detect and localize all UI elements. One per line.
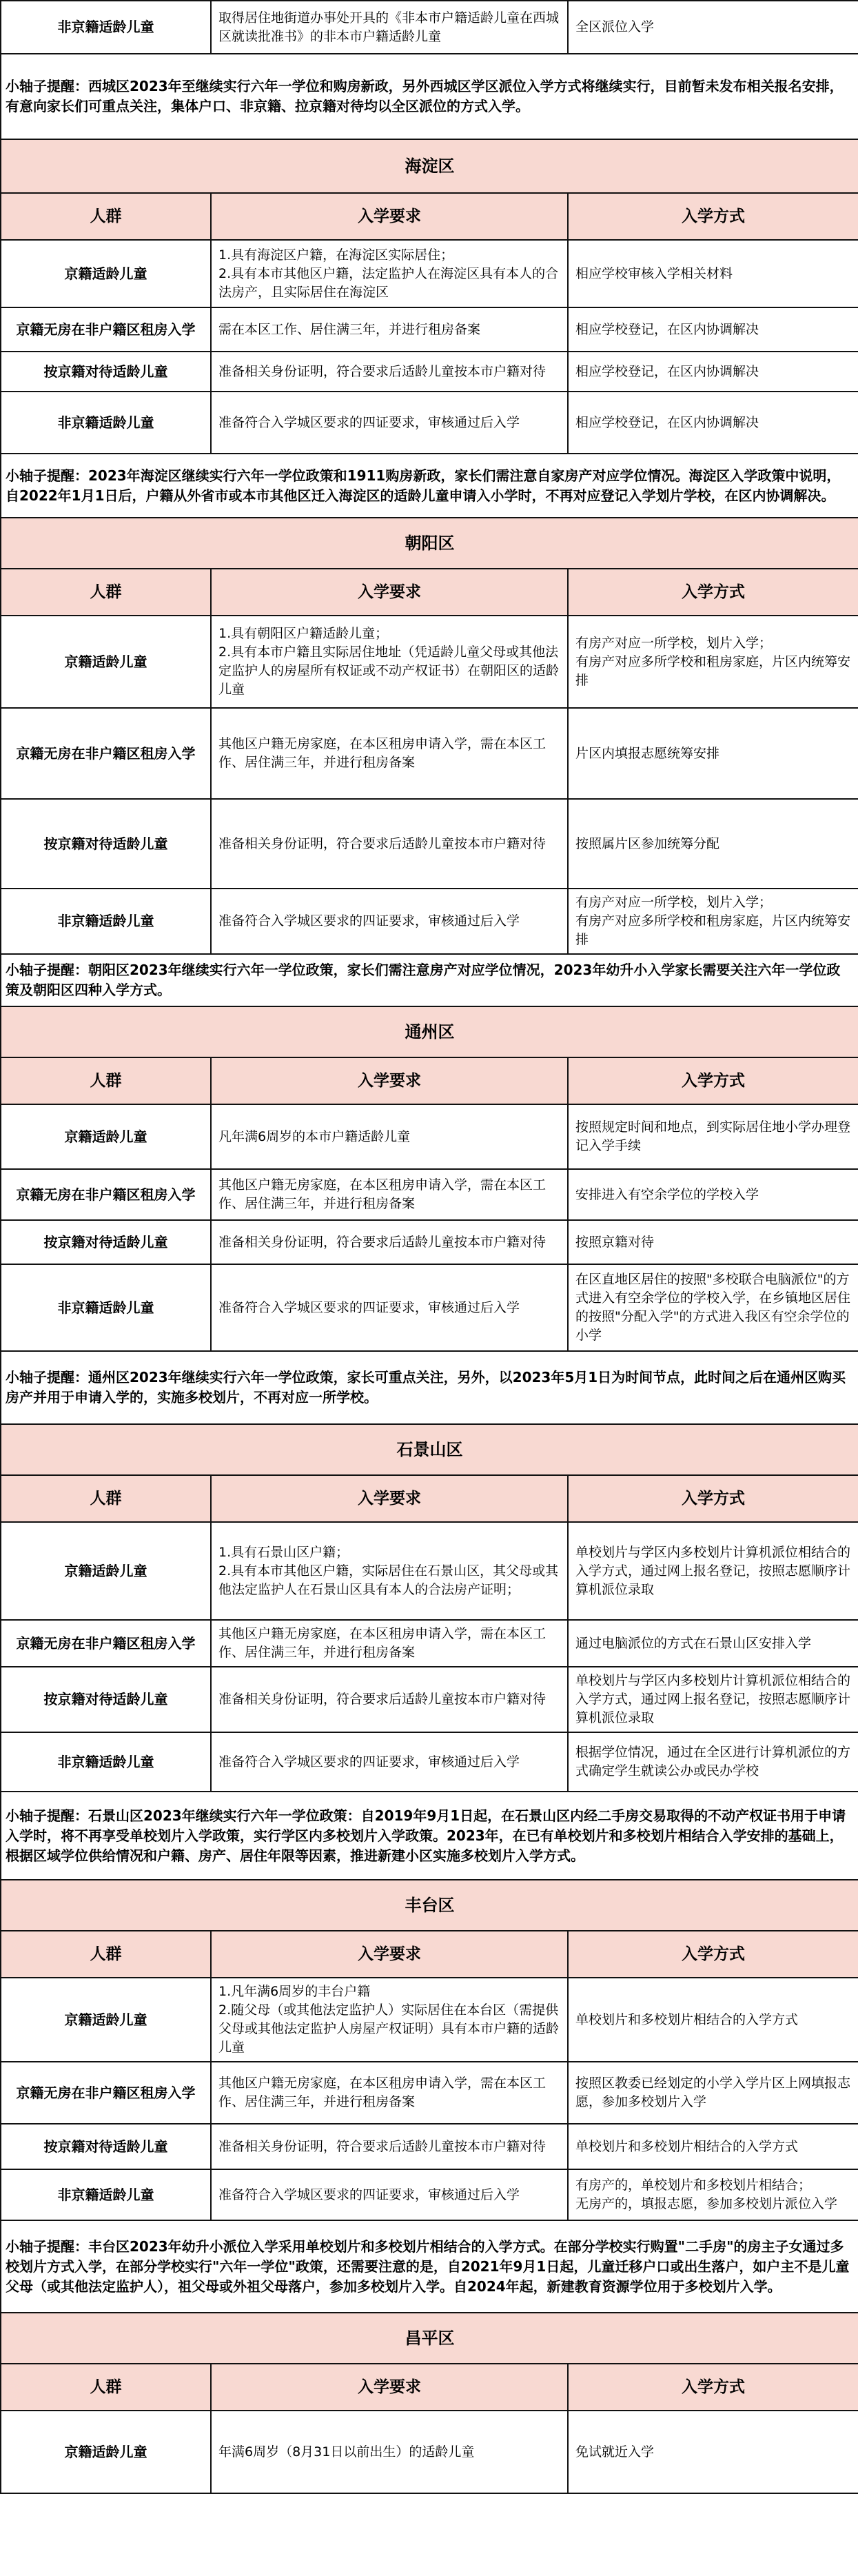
- group-cell: 非京籍适龄儿童: [1, 1264, 211, 1351]
- column-header-row: [1, 193, 858, 240]
- table-row: [1, 2169, 858, 2220]
- requirement-cell: 准备相关身份证明，符合要求后适龄儿童按本市户籍对待: [211, 1220, 568, 1264]
- table-row: [1, 1732, 858, 1792]
- section-title: 丰台区: [1, 1880, 858, 1931]
- header-requirement: 入学要求: [211, 1057, 568, 1104]
- section-title-row: [1, 518, 858, 569]
- table-row: [1, 1667, 858, 1732]
- header-group: 人群: [1, 1057, 211, 1104]
- table-row: [1, 1522, 858, 1620]
- method-cell: 安排进入有空余学位的学校入学: [568, 1169, 858, 1220]
- header-group: 人群: [1, 1475, 211, 1522]
- group-cell: 按京籍对待适龄儿童: [1, 352, 211, 392]
- requirement-cell: 准备相关身份证明，符合要求后适龄儿童按本市户籍对待: [211, 2124, 568, 2169]
- table-row: [1, 1104, 858, 1169]
- note-row: [1, 954, 858, 1006]
- header-group: 人群: [1, 193, 211, 240]
- column-header-row: [1, 1475, 858, 1522]
- group-cell: 京籍适龄儿童: [1, 616, 211, 708]
- group-cell: 非京籍适龄儿童: [1, 1, 211, 54]
- section-note: 小轴子提醒：朝阳区2023年继续实行六年一学位政策，家长们需注意房产对应学位情况，2023年幼升小入学家长需要关注六年一学位政策及朝阳区四种入学方式。: [1, 954, 858, 1006]
- requirement-cell: 需在本区工作、居住满三年，并进行租房备案: [211, 307, 568, 352]
- group-cell: 按京籍对待适龄儿童: [1, 1220, 211, 1264]
- header-requirement: 入学要求: [211, 569, 568, 616]
- group-cell: 京籍适龄儿童: [1, 1978, 211, 2062]
- method-cell: 单校划片和多校划片相结合的入学方式: [568, 1978, 858, 2062]
- note-row: [1, 454, 858, 518]
- region-sections: [1, 139, 858, 2493]
- table-row: [1, 1, 858, 54]
- requirement-cell: 准备符合入学城区要求的四证要求，审核通过后入学: [211, 1264, 568, 1351]
- note-row: [1, 1792, 858, 1880]
- section-title-row: [1, 139, 858, 193]
- note-row: [1, 2220, 858, 2313]
- requirement-cell: 准备符合入学城区要求的四证要求，审核通过后入学: [211, 392, 568, 454]
- method-cell: 单校划片与学区内多校划片计算机派位相结合的入学方式，通过网上报名登记，按照志愿顺序计算机派位录取: [568, 1667, 858, 1732]
- table-row: [1, 1264, 858, 1351]
- requirement-cell: 其他区户籍无房家庭，在本区租房申请入学，需在本区工作、居住满三年，并进行租房备案: [211, 2062, 568, 2124]
- method-cell: 相应学校登记，在区内协调解决: [568, 392, 858, 454]
- requirement-cell: 取得居住地街道办事处开具的《非本市户籍适龄儿童在西城区就读批准书》的非本市户籍适龄儿童: [211, 1, 568, 54]
- requirement-cell: 准备符合入学城区要求的四证要求，审核通过后入学: [211, 889, 568, 954]
- method-cell: 有房产对应一所学校，划片入学； 有房产对应多所学校和租房家庭，片区内统筹安排: [568, 616, 858, 708]
- group-cell: 按京籍对待适龄儿童: [1, 799, 211, 889]
- method-cell: 在区直地区居住的按照"多校联合电脑派位"的方式进入有空余学位的学校入学，在乡镇地区居住的按照"分配入学"的方式进入我区有空余学位的小学: [568, 1264, 858, 1351]
- xicheng-note: 小轴子提醒：西城区2023年至继续实行六年一学位和购房新政，另外西城区学区派位入学方式将继续实行，目前暂未发布相关报名安排，有意向家长们可重点关注，集体户口、非京籍、拉京籍对待均以全区派位的方式入学。: [1, 54, 858, 139]
- table-row: [1, 708, 858, 799]
- group-cell: 非京籍适龄儿童: [1, 2169, 211, 2220]
- method-cell: 有房产对应一所学校，划片入学； 有房产对应多所学校和租房家庭，片区内统筹安排: [568, 889, 858, 954]
- group-cell: 京籍无房在非户籍区租房入学: [1, 307, 211, 352]
- requirement-cell: 年满6周岁（8月31日以前出生）的适龄儿童: [211, 2411, 568, 2493]
- method-cell: 按照区教委已经划定的小学入学片区上网填报志愿，参加多校划片入学: [568, 2062, 858, 2124]
- header-method: 入学方式: [568, 1475, 858, 1522]
- header-requirement: 入学要求: [211, 1475, 568, 1522]
- table-row: [1, 392, 858, 454]
- method-cell: 相应学校登记，在区内协调解决: [568, 307, 858, 352]
- column-header-row: [1, 1931, 858, 1978]
- table-row: [1, 2411, 858, 2493]
- table-row: [1, 799, 858, 889]
- requirement-cell: 其他区户籍无房家庭，在本区租房申请入学，需在本区工作、居住满三年，并进行租房备案: [211, 708, 568, 799]
- requirement-cell: 准备相关身份证明，符合要求后适龄儿童按本市户籍对待: [211, 352, 568, 392]
- method-cell: 通过电脑派位的方式在石景山区安排入学: [568, 1620, 858, 1667]
- method-cell: 按照京籍对待: [568, 1220, 858, 1264]
- column-header-row: [1, 2364, 858, 2411]
- table-row: [1, 352, 858, 392]
- method-cell: 相应学校登记，在区内协调解决: [568, 352, 858, 392]
- section-note: 小轴子提醒：石景山区2023年继续实行六年一学位政策：自2019年9月1日起，在石景山区内经二手房交易取得的不动产权证书用于申请入学时，将不再享受单校划片入学政策，实行学区内多校划片入学政策。2023年，在已有单校划片和多校划片相结合入学安排的基础上，根据区域学位供给情况和户籍、房产、居住年限等因素，推进新建小区实施多校划片入学方式。: [1, 1792, 858, 1880]
- column-header-row: [1, 569, 858, 616]
- group-cell: 非京籍适龄儿童: [1, 889, 211, 954]
- section-title: 石景山区: [1, 1424, 858, 1475]
- method-cell: 相应学校审核入学相关材料: [568, 240, 858, 307]
- requirement-cell: 准备符合入学城区要求的四证要求，审核通过后入学: [211, 2169, 568, 2220]
- requirement-cell: 其他区户籍无房家庭，在本区租房申请入学，需在本区工作、居住满三年，并进行租房备案: [211, 1169, 568, 1220]
- header-group: 人群: [1, 1931, 211, 1978]
- table-row: [1, 889, 858, 954]
- requirement-cell: 准备相关身份证明，符合要求后适龄儿童按本市户籍对待: [211, 1667, 568, 1732]
- requirement-cell: 凡年满6周岁的本市户籍适龄儿童: [211, 1104, 568, 1169]
- method-cell: 片区内填报志愿统筹安排: [568, 708, 858, 799]
- table-row: [1, 1978, 858, 2062]
- section-note: 小轴子提醒：2023年海淀区继续实行六年一学位政策和1911购房新政，家长们需注意自家房产对应学位情况。海淀区入学政策中说明，自2022年1月1日后，户籍从外省市或本市其他区迁入海淀区的适龄儿童申请入小学时，不再对应登记入学划片学校，在区内协调解决。: [1, 454, 858, 518]
- table-row: [1, 240, 858, 307]
- section-title: 昌平区: [1, 2313, 858, 2364]
- method-cell: 有房产的，单校划片和多校划片相结合； 无房产的，填报志愿，参加多校划片派位入学: [568, 2169, 858, 2220]
- header-requirement: 入学要求: [211, 2364, 568, 2411]
- method-cell: 全区派位入学: [568, 1, 858, 54]
- group-cell: 非京籍适龄儿童: [1, 392, 211, 454]
- group-cell: 按京籍对待适龄儿童: [1, 1667, 211, 1732]
- group-cell: 按京籍对待适龄儿童: [1, 2124, 211, 2169]
- group-cell: 非京籍适龄儿童: [1, 1732, 211, 1792]
- requirement-cell: 1.具有海淀区户籍，在海淀区实际居住； 2.具有本市其他区户籍，法定监护人在海淀区具有本人的合法房产，且实际居住在海淀区: [211, 240, 568, 307]
- header-method: 入学方式: [568, 193, 858, 240]
- note-row: [1, 1351, 858, 1424]
- group-cell: 京籍无房在非户籍区租房入学: [1, 708, 211, 799]
- column-header-row: [1, 1057, 858, 1104]
- group-cell: 京籍无房在非户籍区租房入学: [1, 2062, 211, 2124]
- section-title-row: [1, 2313, 858, 2364]
- method-cell: 按照属片区参加统筹分配: [568, 799, 858, 889]
- requirement-cell: 准备相关身份证明，符合要求后适龄儿童按本市户籍对待: [211, 799, 568, 889]
- section-title-row: [1, 1006, 858, 1057]
- group-cell: 京籍适龄儿童: [1, 1104, 211, 1169]
- table-row: [1, 1169, 858, 1220]
- table-row: [1, 1620, 858, 1667]
- header-method: 入学方式: [568, 1057, 858, 1104]
- group-cell: 京籍适龄儿童: [1, 240, 211, 307]
- requirement-cell: 准备符合入学城区要求的四证要求，审核通过后入学: [211, 1732, 568, 1792]
- requirement-cell: 其他区户籍无房家庭，在本区租房申请入学，需在本区工作、居住满三年，并进行租房备案: [211, 1620, 568, 1667]
- table-row: [1, 616, 858, 708]
- table-row: [1, 307, 858, 352]
- header-method: 入学方式: [568, 2364, 858, 2411]
- requirement-cell: 1.具有石景山区户籍； 2.具有本市其他区户籍，实际居住在石景山区，其父母或其他法定监护人在石景山区具有本人的合法房产证明；: [211, 1522, 568, 1620]
- method-cell: 免试就近入学: [568, 2411, 858, 2493]
- section-title-row: [1, 1424, 858, 1475]
- group-cell: 京籍适龄儿童: [1, 2411, 211, 2493]
- method-cell: 根据学位情况，通过在全区进行计算机派位的方式确定学生就读公办或民办学校: [568, 1732, 858, 1792]
- requirement-cell: 1.具有朝阳区户籍适龄儿童； 2.具有本市户籍且实际居住地址（凭适龄儿童父母或其他法定监护人的房屋所有权证或不动产权证书）在朝阳区的适龄儿童: [211, 616, 568, 708]
- header-group: 人群: [1, 2364, 211, 2411]
- method-cell: 单校划片与学区内多校划片计算机派位相结合的入学方式，通过网上报名登记，按照志愿顺序计算机派位录取: [568, 1522, 858, 1620]
- header-method: 入学方式: [568, 569, 858, 616]
- header-requirement: 入学要求: [211, 1931, 568, 1978]
- table-row: [1, 2124, 858, 2169]
- requirement-cell: 1.凡年满6周岁的丰台户籍 2.随父母（或其他法定监护人）实际居住在本台区（需提供父母或其他法定监护人房屋产权证明）具有本市户籍的适龄儿童: [211, 1978, 568, 2062]
- note-row: [1, 54, 858, 139]
- header-group: 人群: [1, 569, 211, 616]
- section-title: 通州区: [1, 1006, 858, 1057]
- method-cell: 单校划片和多校划片相结合的入学方式: [568, 2124, 858, 2169]
- group-cell: 京籍无房在非户籍区租房入学: [1, 1169, 211, 1220]
- method-cell: 按照规定时间和地点，到实际居住地小学办理登记入学手续: [568, 1104, 858, 1169]
- header-method: 入学方式: [568, 1931, 858, 1978]
- section-note: 小轴子提醒：通州区2023年继续实行六年一学位政策，家长可重点关注，另外，以2023年5月1日为时间节点，此时间之后在通州区购买房产并用于申请入学的，实施多校划片，不再对应一所学校。: [1, 1351, 858, 1424]
- section-note: 小轴子提醒：丰台区2023年幼升小派位入学采用单校划片和多校划片相结合的入学方式。在部分学校实行购置"二手房"的房主子女通过多校划片方式入学，在部分学校实行"六年一学位"政策，还需要注意的是，自2021年9月1日起，儿童迁移户口或出生落户，如户主不是儿童父母（或其他法定监护人），祖父母或外祖父母落户，参加多校划片入学。自2024年起，新建教育资源学位用于多校划片入学。: [1, 2220, 858, 2313]
- section-title: 海淀区: [1, 139, 858, 193]
- table-row: [1, 2062, 858, 2124]
- header-requirement: 入学要求: [211, 193, 568, 240]
- section-title-row: [1, 1880, 858, 1931]
- group-cell: 京籍适龄儿童: [1, 1522, 211, 1620]
- group-cell: 京籍无房在非户籍区租房入学: [1, 1620, 211, 1667]
- section-title: 朝阳区: [1, 518, 858, 569]
- table-row: [1, 1220, 858, 1264]
